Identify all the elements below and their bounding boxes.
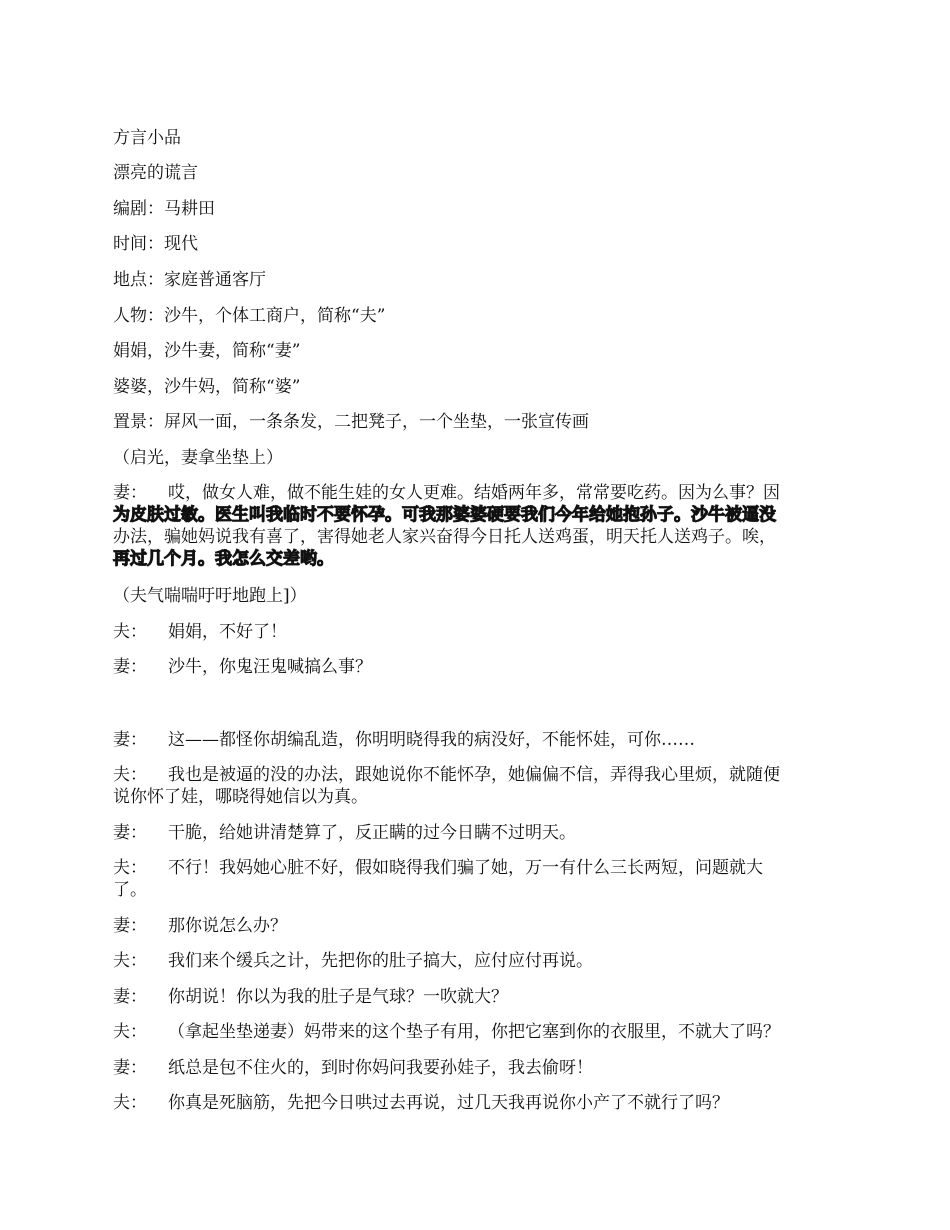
speaker-wife: 妻： xyxy=(113,987,147,1007)
stage-direction: （夫气喘喘吁吁地跑上]） xyxy=(113,586,307,606)
author-line: 编剧：马耕田 xyxy=(113,199,215,219)
speaker-husband: 夫： xyxy=(113,1022,147,1042)
dialogue-text: 那你说怎么办？ xyxy=(168,916,287,936)
place-line: 地点：家庭普通客厅 xyxy=(113,270,266,290)
time-line: 时间：现代 xyxy=(113,234,198,254)
dialogue-text: 说你怀了娃，哪晓得她信以为真。 xyxy=(113,787,368,807)
character-line: 人物：沙牛，个体工商户，简称“夫” xyxy=(113,306,386,326)
dialogue-text: 这——都怪你胡编乱造，你明明晓得我的病没好，不能怀娃，可你…… xyxy=(168,730,695,750)
dialogue-text: 不行！我妈她心脏不好，假如晓得我们骗了她，万一有什么三长两短，问题就大 xyxy=(168,858,763,878)
dialogue-text: 娟娟，不好了！ xyxy=(168,622,287,642)
dialogue-line xyxy=(113,986,508,1008)
speaker-wife: 妻： xyxy=(113,730,147,750)
dialogue-text: 了。 xyxy=(113,880,147,900)
set-line: 置景：屏风一面，一条条发，二把凳子，一个坐垫，一张宣传画 xyxy=(113,412,589,432)
category-label: 方言小品 xyxy=(113,128,181,148)
dialogue-text: 我们来个缓兵之计，先把你的肚子搞大，应付应付再说。 xyxy=(168,951,593,971)
dialogue-text: 办法，骗她妈说我有喜了，害得她老人家兴奋得今日托人送鸡蛋，明天托人送鸡子。唉， xyxy=(113,527,776,547)
dialogue-text: （拿起坐垫递妻）妈带来的这个垫子有用，你把它塞到你的衣服里，不就大了吗？ xyxy=(168,1022,780,1042)
dialogue-line xyxy=(113,857,763,879)
speaker-wife: 妻： xyxy=(113,1058,147,1078)
dialogue-text: 纸总是包不住火的，到时你妈问我要孙娃子，我去偷呀！ xyxy=(168,1058,593,1078)
speaker-husband: 夫： xyxy=(113,951,147,971)
dialogue-line xyxy=(113,656,372,678)
speaker-husband: 夫： xyxy=(113,622,147,642)
speaker-husband: 夫： xyxy=(113,1093,147,1113)
speaker-wife: 妻： xyxy=(113,823,147,843)
dialogue-text-outlined: 为皮肤过敏。医生叫我临时不要怀孕。可我那婆婆硬要我们今年给她抱孙子。沙牛被逼没 xyxy=(113,505,776,525)
dialogue-text-outlined: 再过几个月。我怎么交差哟。 xyxy=(113,549,334,569)
character-line: 娟娟，沙牛妻，简称“妻” xyxy=(113,341,301,361)
speaker-wife: 妻： xyxy=(113,483,147,503)
dialogue-line xyxy=(113,915,287,937)
speaker-wife: 妻： xyxy=(113,657,147,677)
dialogue-line xyxy=(113,764,780,786)
dialogue-text: 我也是被逼的没的办法，跟她说你不能怀孕，她偏偏不信，弄得我心里烦，就随便 xyxy=(168,765,780,785)
dialogue-line xyxy=(113,1057,593,1079)
dialogue-text: 你真是死脑筋，先把今日哄过去再说，过几天我再说你小产了不就行了吗？ xyxy=(168,1093,729,1113)
dialogue-text: 你胡说！你以为我的肚子是气球？一吹就大？ xyxy=(168,987,508,1007)
dialogue-line xyxy=(113,1092,729,1114)
dialogue-text: 干脆，给她讲清楚算了，反正瞒的过今日瞒不过明天。 xyxy=(168,823,576,843)
speaker-wife: 妻： xyxy=(113,916,147,936)
dialogue-line xyxy=(113,482,780,504)
dialogue-line xyxy=(113,1021,780,1043)
character-line: 婆婆，沙牛妈，简称“婆” xyxy=(113,377,301,397)
dialogue-line xyxy=(113,950,593,972)
speaker-husband: 夫： xyxy=(113,858,147,878)
dialogue-line xyxy=(113,822,576,844)
stage-direction: （启光，妻拿坐垫上） xyxy=(113,448,283,468)
dialogue-line xyxy=(113,621,287,643)
speaker-husband: 夫： xyxy=(113,765,147,785)
dialogue-text: 哎，做女人难，做不能生娃的女人更难。结婚两年多，常常要吃药。因为么事？因 xyxy=(168,483,780,503)
dialogue-line xyxy=(113,729,695,751)
play-title: 漂亮的谎言 xyxy=(113,163,198,183)
dialogue-text: 沙牛，你鬼汪鬼喊搞么事？ xyxy=(168,657,372,677)
